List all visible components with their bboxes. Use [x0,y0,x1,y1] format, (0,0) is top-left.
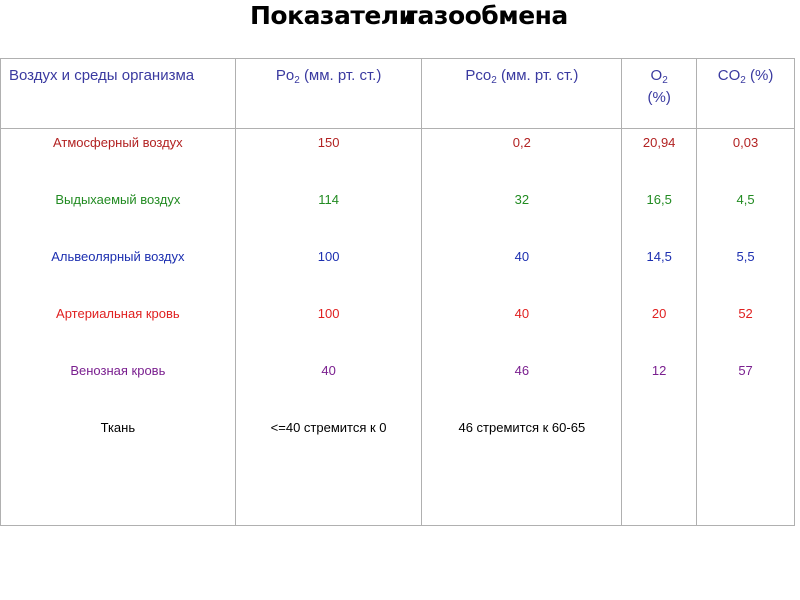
cell-pco2: 40 [514,306,530,321]
header-po2: $Po_2$ (мм. рт. ст.) [235,59,422,129]
header-pco2: Pco$_2$ (мм. рт. ст.) [422,59,622,129]
row-name-arterial: Артериальная кровь [56,306,180,321]
cell-co2: 52 [738,306,753,321]
cell-po2: 100 [317,306,340,321]
header-o2: $O_2$ (%) [622,59,697,129]
cell-pco2: 0,2 [512,135,531,150]
column-o2 [622,129,697,526]
cell-co2: 5,5 [736,249,755,264]
gas-exchange-table [0,58,795,526]
header-medium: Воздух и среды организма [1,59,236,129]
cell-co2: 4,5 [736,192,755,207]
column-medium [1,129,236,526]
row-name-alveolar: Альвеолярный воздух [51,249,185,264]
cell-po2: 150 [317,135,340,150]
cell-po2: 100 [317,249,340,264]
row-name-atmospheric: Атмосферный воздух [53,135,183,150]
row-name-venous: Венозная кровь [70,363,166,378]
page-title-word-1: Показатели [250,1,416,30]
cell-po2: 114 [318,192,339,207]
table-body-row [1,129,795,526]
column-po2 [235,129,422,526]
cell-po2: <=40 стремится к 0 [270,420,387,435]
cell-o2: 14,5 [646,249,672,264]
cell-po2: 40 [321,363,336,378]
cell-pco2: 40 [514,249,530,264]
cell-pco2: 32 [514,192,530,207]
cell-co2: 57 [738,363,753,378]
column-pco2 [422,129,622,526]
column-co2 [697,129,795,526]
row-name-exhaled: Выдыхаемый воздух [55,192,181,207]
header-co2: $CO_2$ (%) [697,59,795,129]
row-name-tissue: Ткань [100,420,136,435]
cell-o2: 16,5 [646,192,672,207]
cell-pco2: 46 стремится к 60-65 [458,420,586,435]
page-title-word-2: газообмена [405,1,568,30]
cell-o2: 20 [651,306,667,321]
table-header-row [1,59,795,129]
cell-co2: 0,03 [732,135,759,150]
cell-o2: 12 [651,363,667,378]
cell-pco2: 46 [514,363,530,378]
cell-o2: 20,94 [642,135,676,150]
